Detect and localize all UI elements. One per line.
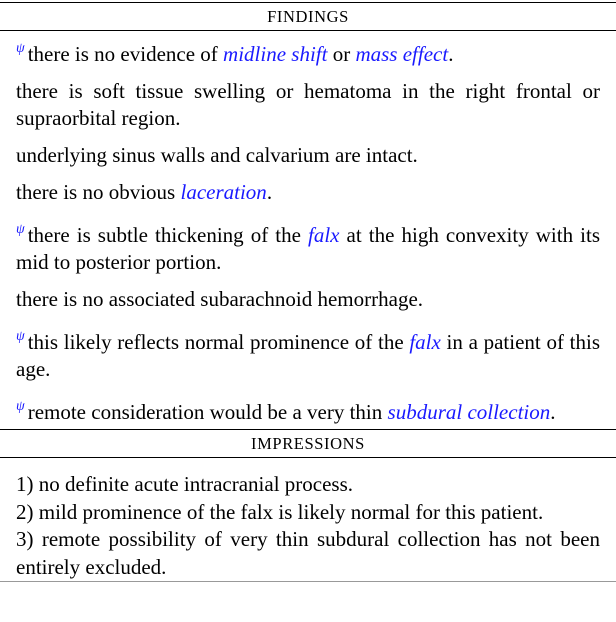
findings-list [0,31,616,429]
highlighted-term: laceration [180,180,267,204]
finding-item [16,35,600,68]
finding-text: underlying sinus walls and calvarium are intact. [16,143,418,167]
finding-item [16,216,600,276]
finding-text: there is no obvious [16,180,181,204]
psi-marker-icon: ψ [16,329,25,344]
finding-text: there is no evidence of [27,42,224,66]
finding-item [16,179,600,206]
finding-text: there is soft tissue swelling or hematoma in the right frontal or supraorbital region. [16,79,600,130]
impression-item: 2) mild prominence of the falx is likely normal for this patient. [16,499,544,524]
impression-item: 3) remote possibility of very thin subdural collection has not been entirely excluded. [16,527,600,579]
psi-marker-icon: ψ [16,399,25,414]
impressions-header: IMPRESSIONS [0,429,616,458]
finding-text: there is subtle thickening of the [27,223,308,247]
highlighted-term: subdural collection [387,400,551,424]
finding-text: . [550,400,556,424]
finding-text: there is no associated subarachnoid hemorrhage. [16,287,424,311]
finding-text: at the high convexity with its mid to posterior portion. [16,223,600,274]
impression-item: 1) no definite acute intracranial process. [16,472,354,496]
finding-item [16,323,600,383]
finding-text: in a patient of this age. [16,330,600,381]
finding-text: . [266,180,273,204]
finding-text: or [327,42,356,66]
finding-item [16,78,600,132]
finding-item [16,142,600,169]
psi-marker-icon: ψ [16,41,25,56]
psi-marker-icon: ψ [16,222,25,237]
finding-text: . [448,42,454,66]
finding-text: this likely reflects normal prominence of the [27,330,410,354]
highlighted-term: falx [308,223,340,247]
highlighted-term: falx [409,330,441,354]
findings-header: FINDINGS [0,2,616,31]
finding-item [16,393,600,426]
finding-text: remote consideration would be a very thin [27,400,388,424]
impressions-list [0,458,616,582]
highlighted-term: midline shift [223,42,328,66]
finding-item [16,286,600,313]
report-table [0,2,616,582]
highlighted-term: mass effect [355,42,449,66]
